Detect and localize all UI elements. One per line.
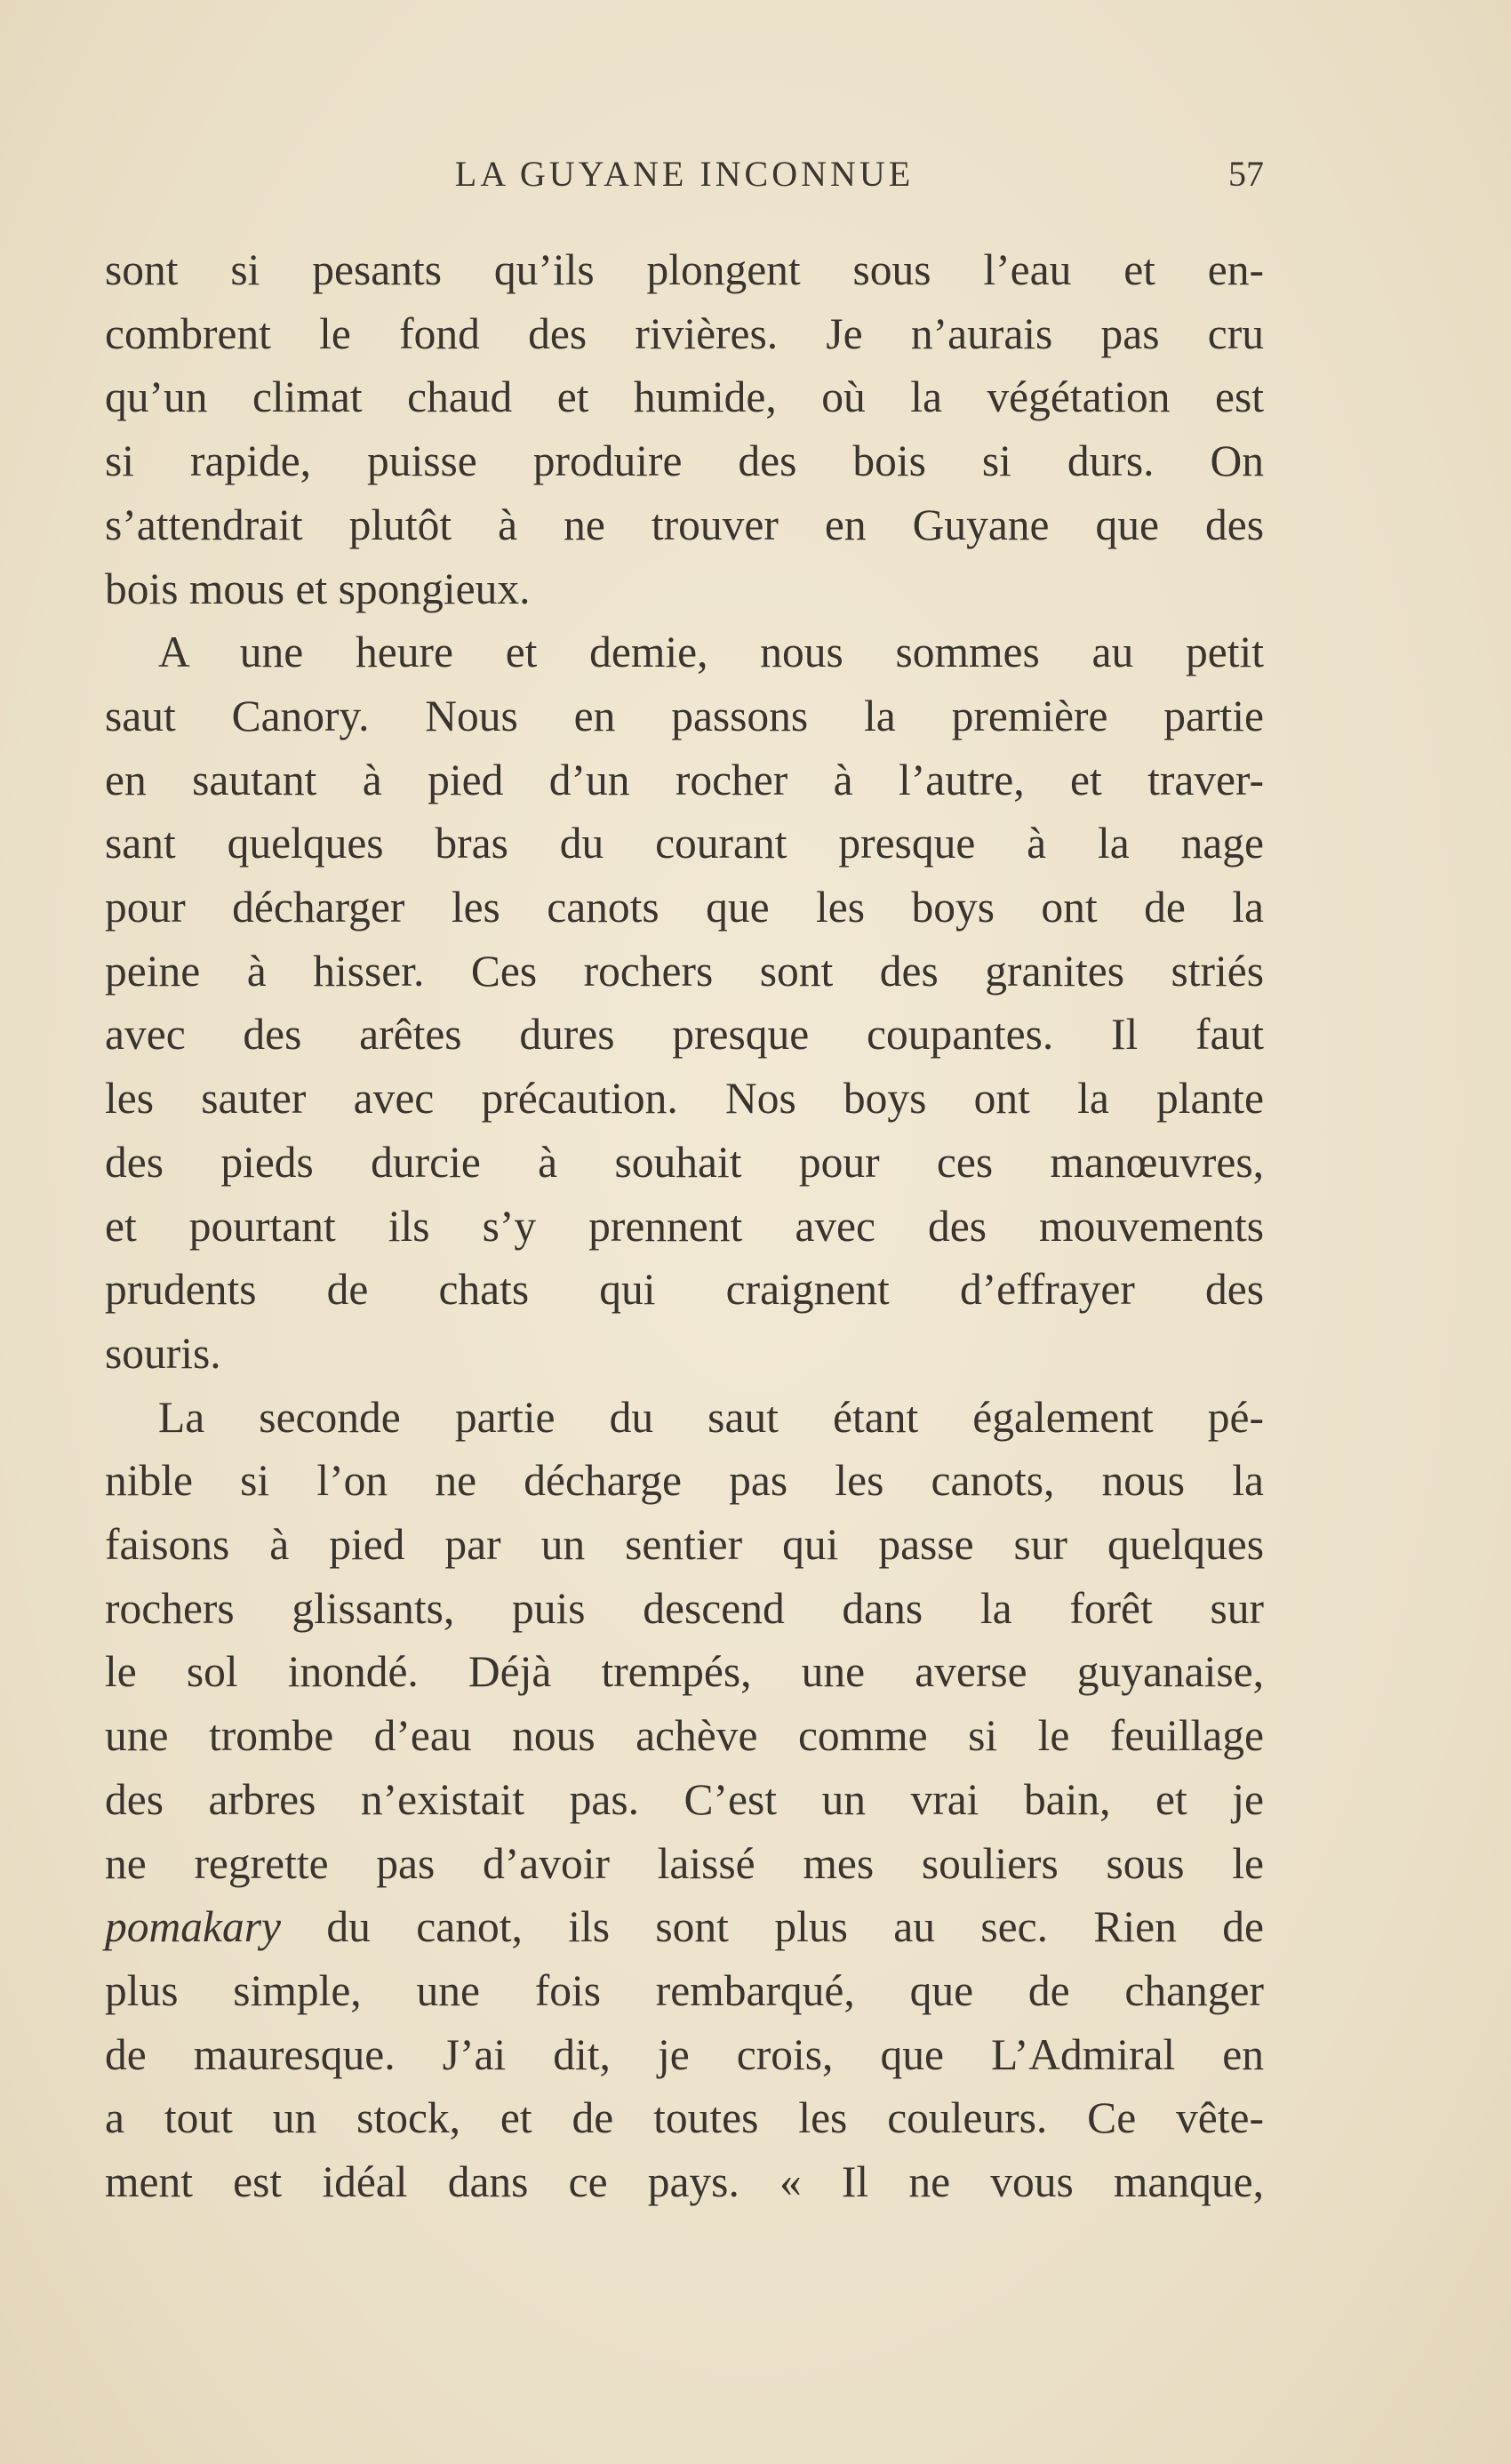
text-line: de mauresque. J’ai dit, je crois, que L’Admiral en [105,2029,1264,2079]
text-line: des pieds durcie à souhait pour ces manœuvres, [105,1137,1264,1187]
text-line: une trombe d’eau nous achève comme si le feuillage [105,1711,1264,1761]
text-line: combrent le fond des rivières. Je n’aurais pas cru [105,308,1264,358]
text-line: prudents de chats qui craignent d’effrayer des [105,1265,1264,1315]
page-header [105,153,1264,206]
running-title: LA GUYANE INCONNUE [454,154,915,194]
text-line-rest: du canot, ils sont plus au sec. Rien de [326,1902,1264,1952]
text-line: ment est idéal dans ce pays. « Il ne vous manque, [105,2157,1264,2207]
text-line: le sol inondé. Déjà trempés, une averse guyanaise, [105,1647,1264,1697]
text-line: nible si l’on ne décharge pas les canots, nous la [105,1456,1264,1506]
text-line: plus simple, une fois rembarqué, que de changer [105,1965,1264,2015]
text-line: ne regrette pas d’avoir laissé mes souliers sous le [105,1838,1264,1888]
text-line: a tout un stock, et de toutes les couleurs. Ce vête- [105,2093,1264,2143]
text-line: les sauter avec précaution. Nos boys ont la plante [105,1074,1264,1124]
italic-word: pomakary [105,1902,281,1952]
text-line: pour décharger les canots que les boys ont de la [105,883,1264,932]
text-line: qu’un climat chaud et humide, où la végétation est [105,372,1264,422]
text-line: La seconde partie du saut étant également pé- [158,1392,1264,1442]
text-line: saut Canory. Nous en passons la première partie [105,691,1264,740]
text-line [105,1895,1264,1959]
text-line: en sautant à pied d’un rocher à l’autre, et traver- [105,755,1264,804]
text-line: sont si pesants qu’ils plongent sous l’eau et en- [105,245,1264,294]
text-line: des arbres n’existait pas. C’est un vrai bain, et je [105,1774,1264,1824]
text-line: sant quelques bras du courant presque à la nage [105,819,1264,868]
page-number: 57 [1228,154,1264,194]
text-line: bois mous et spongieux. [105,564,531,613]
text-line: si rapide, puisse produire des bois si durs. On [105,436,1264,486]
text-line: avec des arêtes dures presque coupantes. Il faut [105,1010,1264,1060]
text-line: souris. [105,1328,221,1378]
text-line: A une heure et demie, nous sommes au petit [158,628,1264,677]
text-line: et pourtant ils s’y prennent avec des mouvements [105,1201,1264,1251]
text-line: faisons à pied par un sentier qui passe sur quelques [105,1520,1264,1570]
text-line: s’attendrait plutôt à ne trouver en Guyane que des [105,500,1264,549]
body-text [105,238,1264,2214]
text-line: rochers glissants, puis descend dans la forêt sur [105,1583,1264,1633]
text-line: peine à hisser. Ces rochers sont des granites striés [105,946,1264,996]
